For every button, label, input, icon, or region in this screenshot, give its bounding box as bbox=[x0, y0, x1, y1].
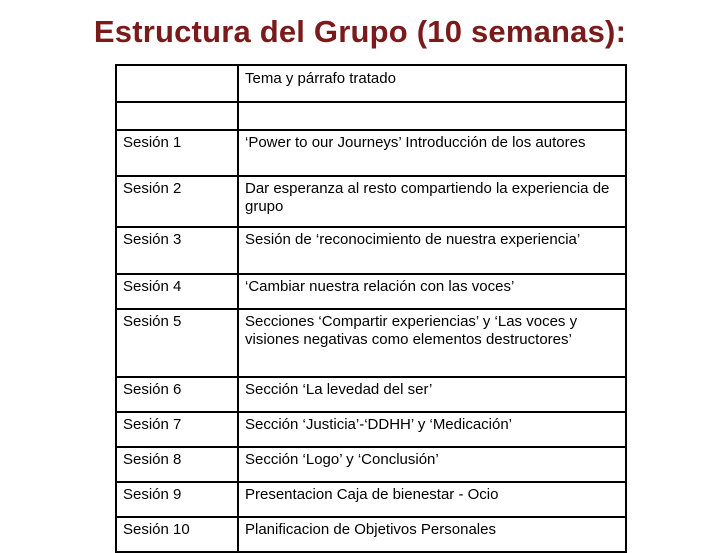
page-title: Estructura del Grupo (10 semanas): bbox=[93, 14, 627, 49]
table-row bbox=[116, 482, 626, 517]
topic-cell: Sección ‘Justicia’-‘DDHH’ y ‘Medicación’ bbox=[238, 412, 626, 447]
table-row bbox=[116, 517, 626, 552]
topic-cell: ‘Cambiar nuestra relación con las voces’ bbox=[238, 274, 626, 309]
table-row bbox=[116, 176, 626, 227]
table-row bbox=[116, 412, 626, 447]
table-row bbox=[116, 309, 626, 377]
table-header-row bbox=[116, 65, 626, 102]
header-cell-empty bbox=[116, 65, 238, 102]
session-cell: Sesión 3 bbox=[116, 227, 238, 274]
session-cell: Sesión 8 bbox=[116, 447, 238, 482]
session-cell: Sesión 7 bbox=[116, 412, 238, 447]
topic-cell: Sección ‘Logo’ y ‘Conclusión’ bbox=[238, 447, 626, 482]
topic-cell: Dar esperanza al resto compartiendo la experiencia de grupo bbox=[238, 176, 626, 227]
session-cell: Sesión 5 bbox=[116, 309, 238, 377]
session-cell: Sesión 1 bbox=[116, 130, 238, 176]
table-row bbox=[116, 274, 626, 309]
topic-cell: ‘Power to our Journeys’ Introducción de los autores bbox=[238, 130, 626, 176]
table-row bbox=[116, 377, 626, 412]
session-cell: Sesión 4 bbox=[116, 274, 238, 309]
header-cell-topic: Tema y párrafo tratado bbox=[238, 65, 626, 102]
spacer-cell bbox=[116, 102, 238, 130]
session-table bbox=[115, 64, 627, 553]
topic-cell: Presentacion Caja de bienestar - Ocio bbox=[238, 482, 626, 517]
session-cell: Sesión 10 bbox=[116, 517, 238, 552]
topic-cell: Sección ‘La levedad del ser’ bbox=[238, 377, 626, 412]
session-cell: Sesión 6 bbox=[116, 377, 238, 412]
topic-cell: Planificacion de Objetivos Personales bbox=[238, 517, 626, 552]
topic-cell: Secciones ‘Compartir experiencias’ y ‘Las voces y visiones negativas como elementos destructores’ bbox=[238, 309, 626, 377]
table-row bbox=[116, 447, 626, 482]
session-cell: Sesión 9 bbox=[116, 482, 238, 517]
spacer-row bbox=[116, 102, 626, 130]
topic-cell: Sesión de ‘reconocimiento de nuestra experiencia’ bbox=[238, 227, 626, 274]
table-row bbox=[116, 227, 626, 274]
table-row bbox=[116, 130, 626, 176]
session-cell: Sesión 2 bbox=[116, 176, 238, 227]
spacer-cell bbox=[238, 102, 626, 130]
